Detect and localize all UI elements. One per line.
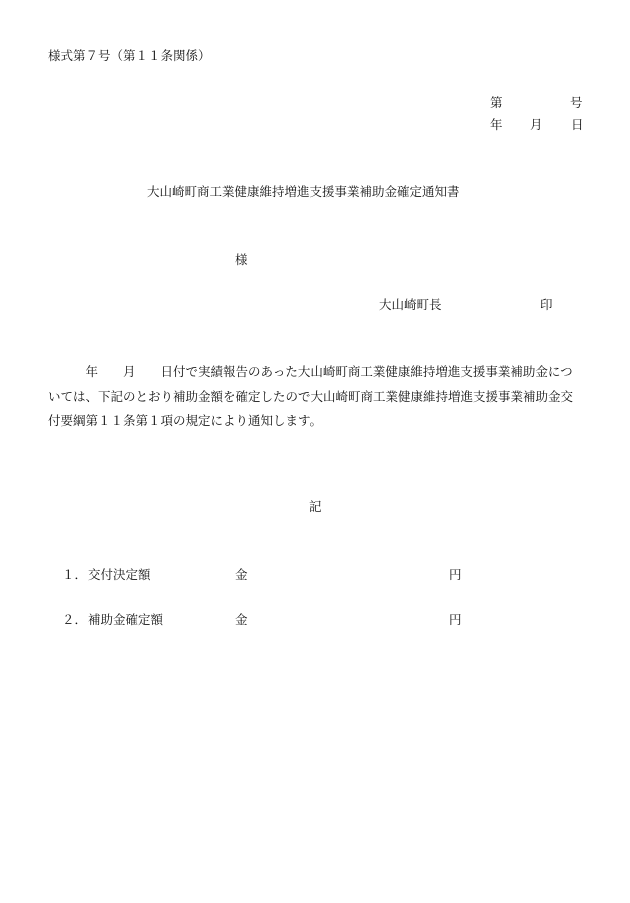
issuer-name: 大山崎町長 [379,297,442,312]
form-number: 様式第７号（第１１条関係） [48,48,211,63]
item-kin-label: 金 [235,567,248,582]
item-yen-label: 円 [449,567,462,582]
addressee-suffix: 様 [235,252,248,267]
item-number: ２． [62,612,88,627]
date-year-label: 年 [490,117,503,132]
seal-mark: 印 [540,297,553,312]
item-number: １． [62,567,88,582]
item-kin-label: 金 [235,612,248,627]
date-day-label: 日 [571,117,584,132]
doc-number-label: 第 [490,95,503,110]
body-paragraph: 年 月 日付で実績報告のあった大山崎町商工業健康維持増進支援事業補助金については、下記のとおり補助金額を確定したので大山崎町商工業健康維持増進支援事業補助金交付要綱第１１条第１項の規定により通知します。 [48,364,574,428]
item-label: 交付決定額 [88,567,151,582]
date-month-label: 月 [530,117,543,132]
item-label: 補助金確定額 [88,612,164,627]
item-yen-label: 円 [449,612,462,627]
document-title: 大山崎町商工業健康維持増進支援事業補助金確定通知書 [147,184,460,199]
notation-ki: 記 [309,499,322,514]
doc-number-suffix: 号 [570,95,583,110]
